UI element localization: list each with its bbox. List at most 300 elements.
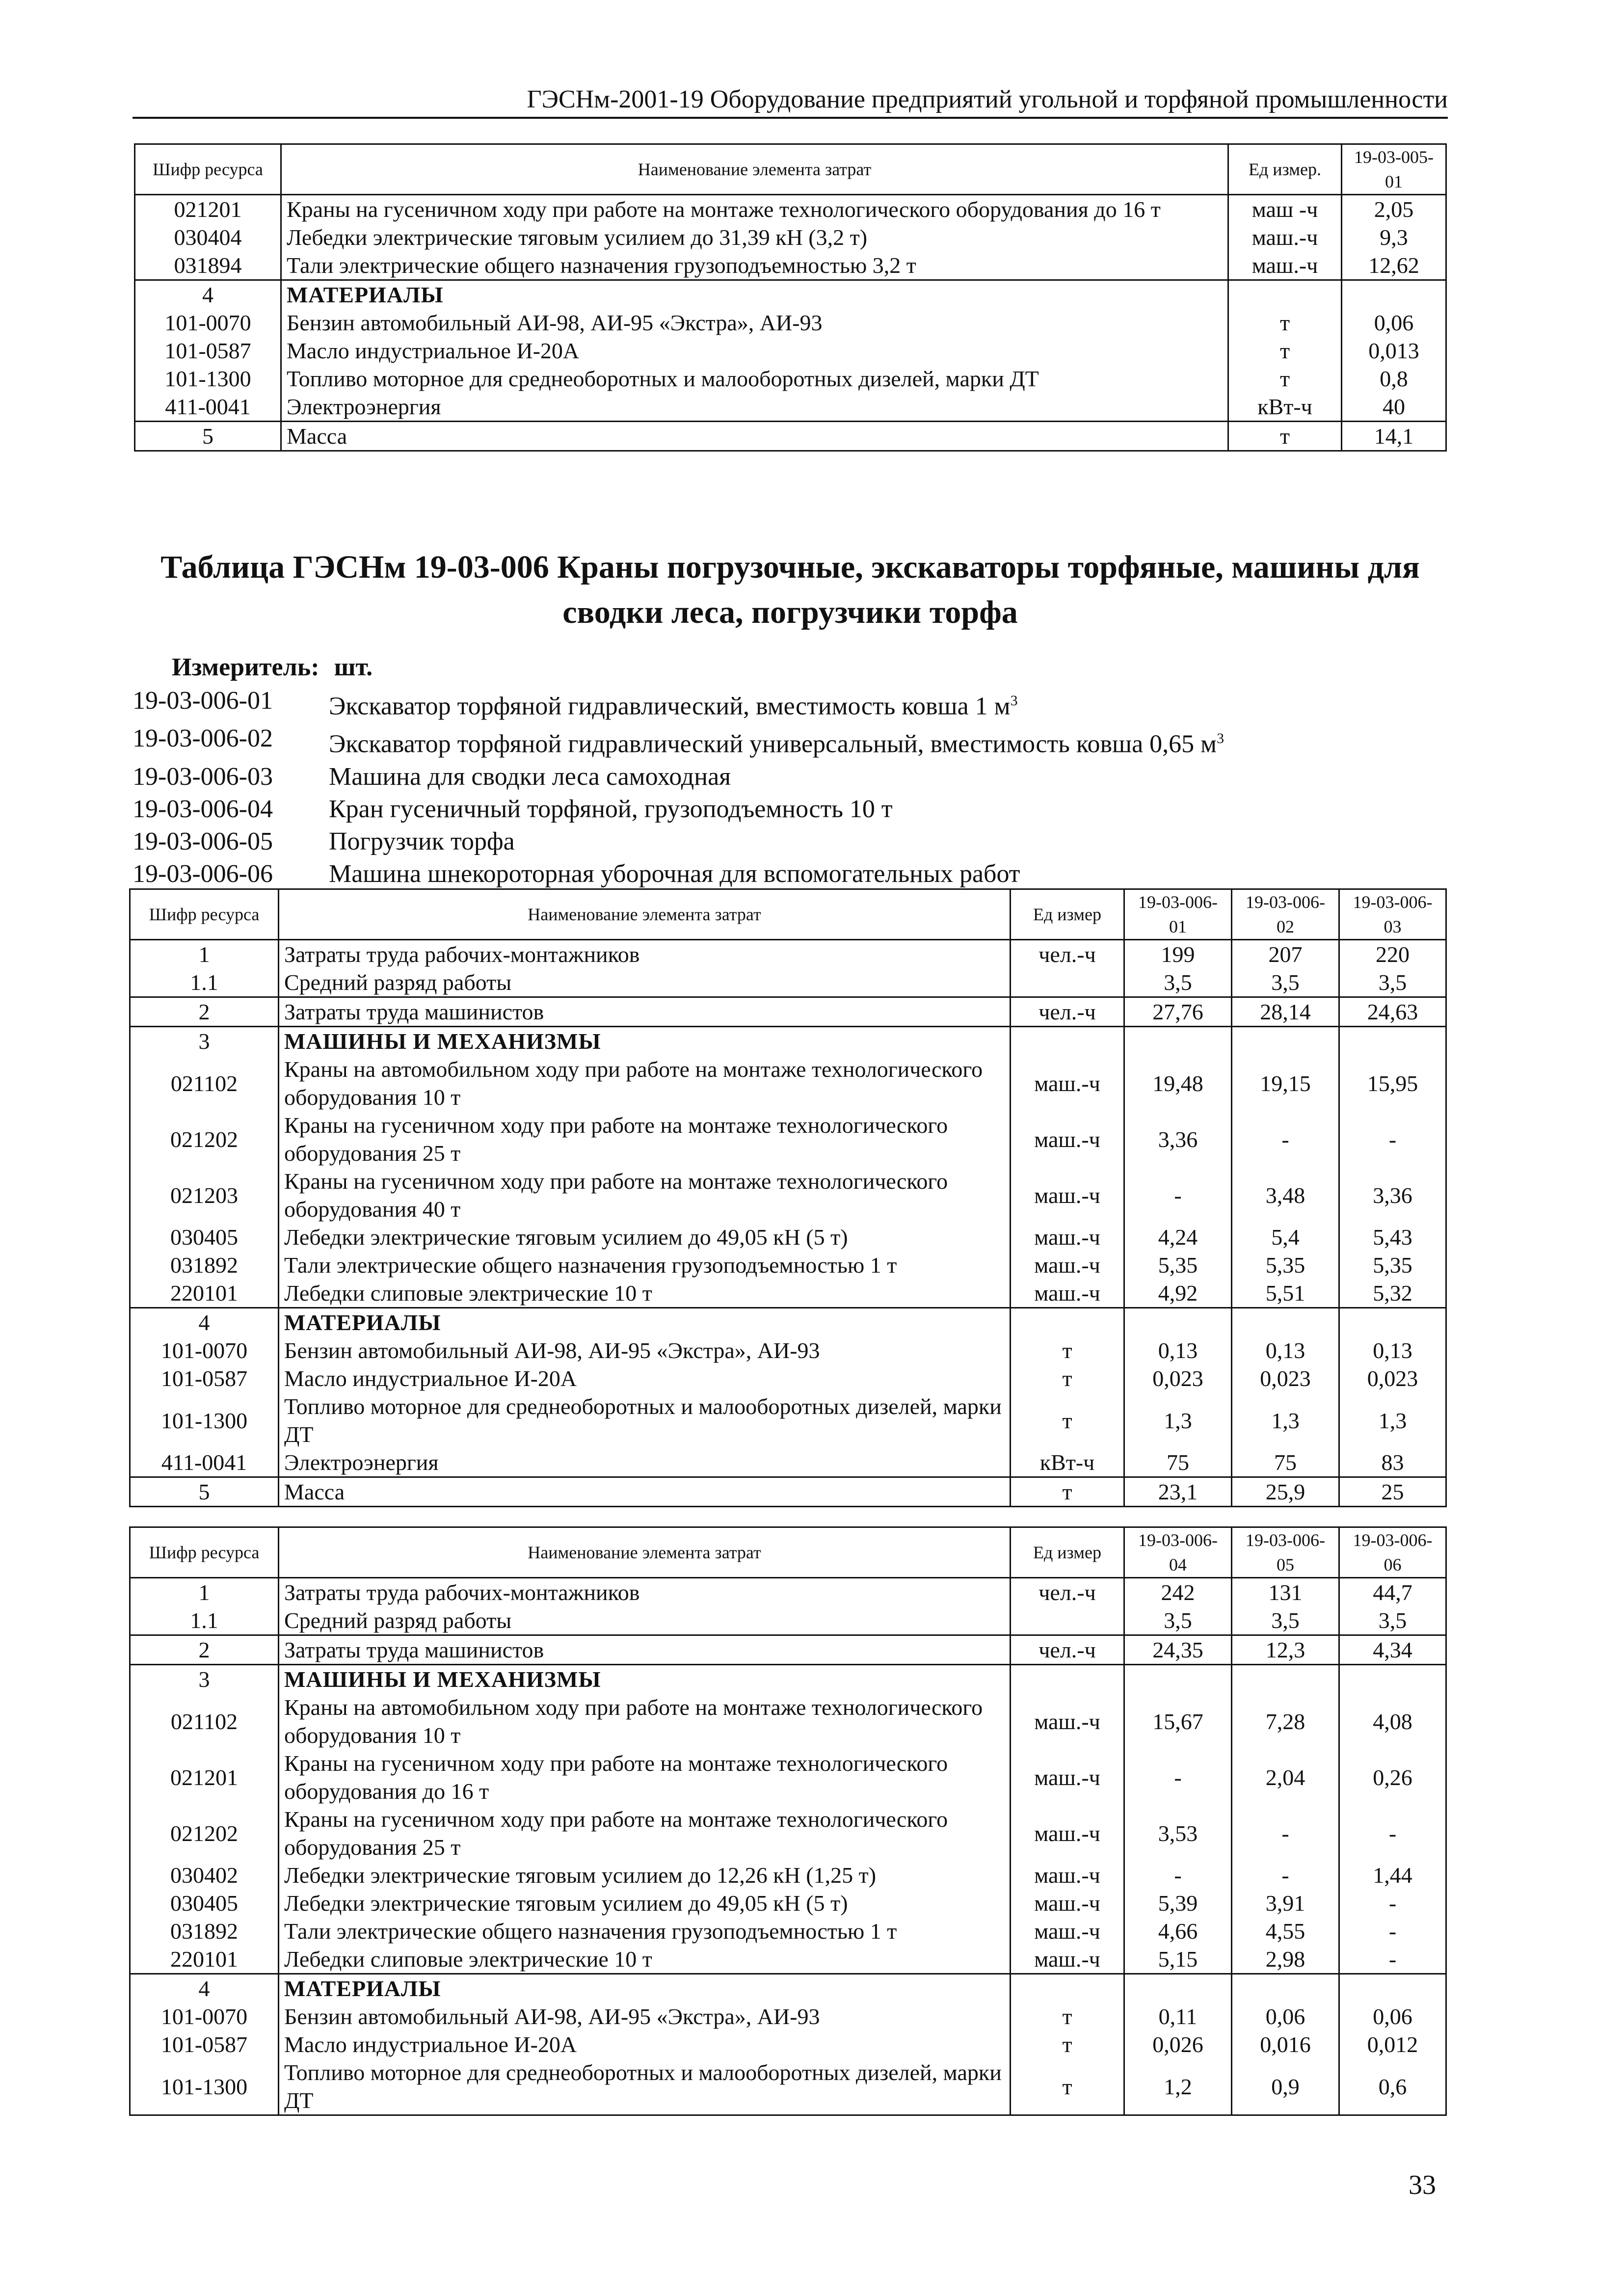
table-row <box>130 1336 1446 1364</box>
table-row <box>135 365 1446 393</box>
row-unit: т <box>1228 337 1342 365</box>
row-value-3: 44,7 <box>1339 1578 1446 1607</box>
row-value-2: 7,28 <box>1232 1693 1339 1749</box>
row-code: 101-0070 <box>130 2002 279 2030</box>
row-value-1: 12,62 <box>1342 251 1446 280</box>
row-name: Затраты труда машинистов <box>279 997 1011 1027</box>
row-name: Тали электрические общего назначения грузоподъемностью 1 т <box>279 1917 1011 1945</box>
table-row <box>130 1861 1446 1889</box>
row-code: 3 <box>130 1665 279 1694</box>
table-row <box>130 1805 1446 1861</box>
table-row <box>130 1974 1446 2003</box>
table-row <box>135 223 1446 251</box>
row-code: 1 <box>130 940 279 969</box>
row-value-1: 3,36 <box>1124 1111 1232 1167</box>
row-value-1: 1,3 <box>1124 1392 1232 1448</box>
row-code: 021201 <box>130 1749 279 1805</box>
row-value-2: 1,3 <box>1232 1392 1339 1448</box>
row-name: Топливо моторное для среднеоборотных и малооборотных дизелей, марки ДТ <box>279 1392 1011 1448</box>
row-value-3: 4,08 <box>1339 1693 1446 1749</box>
section-heading: МАТЕРИАЛЫ <box>279 1974 1011 2003</box>
row-code: 101-1300 <box>130 1392 279 1448</box>
table-title <box>133 545 1448 635</box>
section-heading: МАШИНЫ И МЕХАНИЗМЫ <box>279 1665 1011 1694</box>
row-value-2 <box>1232 1665 1339 1694</box>
row-name: Краны на автомобильном ходу при работе на монтаже технологического оборудования 10 т <box>279 1055 1011 1111</box>
row-unit: маш.-ч <box>1011 1279 1124 1308</box>
table-row <box>130 997 1446 1027</box>
row-name: Лебедки электрические тяговым усилием до 49,05 кН (5 т) <box>279 1223 1011 1251</box>
code-list-item <box>133 826 1224 858</box>
row-code: 4 <box>135 280 281 309</box>
row-value-3: 4,34 <box>1339 1635 1446 1665</box>
row-value-2: 0,13 <box>1232 1336 1339 1364</box>
row-value-2 <box>1232 1027 1339 1056</box>
row-unit <box>1011 1665 1124 1694</box>
code-number: 19-03-006-03 <box>133 762 273 791</box>
row-unit: кВт-ч <box>1228 393 1342 422</box>
code-number: 19-03-006-05 <box>133 827 273 855</box>
row-value-3: 24,63 <box>1339 997 1446 1027</box>
row-name: Топливо моторное для среднеоборотных и малооборотных дизелей, марки ДТ <box>279 2058 1011 2115</box>
row-value-1: 0,013 <box>1342 337 1446 365</box>
row-name: Средний разряд работы <box>279 1606 1011 1635</box>
header-unit: Ед измер <box>1011 1527 1124 1578</box>
code-number: 19-03-006-04 <box>133 795 273 823</box>
row-unit: т <box>1011 2058 1124 2115</box>
table-row <box>130 2002 1446 2030</box>
row-value-3 <box>1339 1974 1446 2003</box>
row-code: 021203 <box>130 1167 279 1223</box>
table-row <box>135 280 1446 309</box>
row-code: 2 <box>130 997 279 1027</box>
row-value-3: 15,95 <box>1339 1055 1446 1111</box>
row-code: 4 <box>130 1974 279 2003</box>
table-row <box>130 1945 1446 1974</box>
table-row <box>130 1606 1446 1635</box>
title-line-2: сводки леса, погрузчики торфа <box>562 594 1018 630</box>
row-value-1: 40 <box>1342 393 1446 422</box>
row-unit: т <box>1011 2030 1124 2058</box>
row-value-1: 3,53 <box>1124 1805 1232 1861</box>
row-value-2: 2,04 <box>1232 1749 1339 1805</box>
code-list-item <box>133 761 1224 793</box>
row-unit: маш.-ч <box>1011 1945 1124 1974</box>
table-row <box>130 1578 1446 1607</box>
row-value-1: 15,67 <box>1124 1693 1232 1749</box>
row-unit: т <box>1011 1392 1124 1448</box>
row-value-2: 131 <box>1232 1578 1339 1607</box>
code-number: 19-03-006-06 <box>133 859 273 888</box>
header-col1: 19-03-006-01 <box>1124 889 1232 940</box>
row-name: Краны на гусеничном ходу при работе на монтаже технологического оборудования 25 т <box>279 1111 1011 1167</box>
table-row <box>135 309 1446 337</box>
row-value-1: 0,8 <box>1342 365 1446 393</box>
row-code: 030405 <box>130 1889 279 1917</box>
row-value-1: 9,3 <box>1342 223 1446 251</box>
header-unit: Ед измер <box>1011 889 1124 940</box>
row-code: 030405 <box>130 1223 279 1251</box>
row-name: Электроэнергия <box>281 393 1228 422</box>
row-unit: чел.-ч <box>1011 997 1124 1027</box>
unit-exponent: 3 <box>1217 730 1225 747</box>
header-col3: 19-03-006-03 <box>1339 889 1446 940</box>
row-value-1: 4,92 <box>1124 1279 1232 1308</box>
row-value-1: 5,15 <box>1124 1945 1232 1974</box>
unit-exponent: 3 <box>1010 693 1018 709</box>
header-unit: Ед измер. <box>1228 144 1342 195</box>
table-row <box>130 1055 1446 1111</box>
row-value-1 <box>1124 1027 1232 1056</box>
code-description <box>329 826 515 858</box>
row-name: Бензин автомобильный АИ-98, АИ-95 «Экстра», АИ-93 <box>279 1336 1011 1364</box>
row-value-2: 3,48 <box>1232 1167 1339 1223</box>
code-text: Машина для сводки леса самоходная <box>329 762 731 791</box>
row-code: 4 <box>130 1308 279 1337</box>
row-code: 031892 <box>130 1251 279 1279</box>
row-unit: чел.-ч <box>1011 940 1124 969</box>
row-name: Затраты труда машинистов <box>279 1635 1011 1665</box>
row-unit: маш.-ч <box>1011 1223 1124 1251</box>
row-value-2: 25,9 <box>1232 1477 1339 1507</box>
row-value-3: - <box>1339 1945 1446 1974</box>
row-value-3: 1,44 <box>1339 1861 1446 1889</box>
row-value-2: 0,9 <box>1232 2058 1339 2115</box>
header-code: Шифр ресурса <box>130 889 279 940</box>
row-value-1 <box>1124 1308 1232 1337</box>
row-value-2: 4,55 <box>1232 1917 1339 1945</box>
code-list-item <box>133 722 1224 760</box>
row-unit: маш.-ч <box>1228 251 1342 280</box>
header-code: Шифр ресурса <box>135 144 281 195</box>
row-code: 5 <box>130 1477 279 1507</box>
code-text: Экскаватор торфяной гидравлический, вместимость ковша 1 м <box>329 692 1011 721</box>
row-value-2: 0,016 <box>1232 2030 1339 2058</box>
row-value-3: 0,012 <box>1339 2030 1446 2058</box>
row-value-1: - <box>1124 1749 1232 1805</box>
table-row <box>130 2058 1446 2115</box>
row-value-3 <box>1339 1308 1446 1337</box>
table-row <box>130 1665 1446 1694</box>
row-code: 411-0041 <box>130 1448 279 1477</box>
table-row <box>130 2030 1446 2058</box>
header-name: Наименование элемента затрат <box>281 144 1228 195</box>
row-unit: т <box>1011 1336 1124 1364</box>
code-list <box>133 685 1224 890</box>
row-value-2: 3,5 <box>1232 1606 1339 1635</box>
row-value-1: 199 <box>1124 940 1232 969</box>
row-value-2: 5,4 <box>1232 1223 1339 1251</box>
table-row <box>130 1392 1446 1448</box>
row-value-2: 28,14 <box>1232 997 1339 1027</box>
row-code: 411-0041 <box>135 393 281 422</box>
table-body <box>130 940 1446 1507</box>
table-row <box>130 1251 1446 1279</box>
row-value-2: 12,3 <box>1232 1635 1339 1665</box>
row-value-1: 27,76 <box>1124 997 1232 1027</box>
row-value-3: 3,36 <box>1339 1167 1446 1223</box>
code-description <box>329 685 1018 722</box>
row-name: Бензин автомобильный АИ-98, АИ-95 «Экстра», АИ-93 <box>281 309 1228 337</box>
row-code: 1.1 <box>130 968 279 997</box>
row-value-1 <box>1124 1974 1232 2003</box>
row-name: Средний разряд работы <box>279 968 1011 997</box>
row-value-1: 0,11 <box>1124 2002 1232 2030</box>
row-value-3 <box>1339 1665 1446 1694</box>
row-value-3: - <box>1339 1805 1446 1861</box>
row-code: 030404 <box>135 223 281 251</box>
row-code: 021202 <box>130 1805 279 1861</box>
row-unit: т <box>1011 2002 1124 2030</box>
table-row <box>130 1364 1446 1392</box>
table-body <box>130 1578 1446 2115</box>
row-value-2 <box>1232 1308 1339 1337</box>
row-value-3: 0,06 <box>1339 2002 1446 2030</box>
table-row <box>130 1693 1446 1749</box>
row-code: 101-0587 <box>130 2030 279 2058</box>
row-code: 101-0587 <box>135 337 281 365</box>
row-unit: маш.-ч <box>1228 223 1342 251</box>
row-value-1: 0,13 <box>1124 1336 1232 1364</box>
row-unit <box>1228 280 1342 309</box>
code-text: Экскаватор торфяной гидравлический универсальный, вместимость ковша 0,65 м <box>329 730 1217 758</box>
row-unit: кВт-ч <box>1011 1448 1124 1477</box>
row-unit: чел.-ч <box>1011 1635 1124 1665</box>
row-unit <box>1011 968 1124 997</box>
row-value-3: 25 <box>1339 1477 1446 1507</box>
row-value-3: - <box>1339 1889 1446 1917</box>
header-name: Наименование элемента затрат <box>279 889 1011 940</box>
row-name: Масса <box>281 422 1228 451</box>
row-code: 031894 <box>135 251 281 280</box>
code-number: 19-03-006-01 <box>133 687 273 715</box>
table-header-row <box>135 144 1446 195</box>
row-value-3: 3,5 <box>1339 968 1446 997</box>
row-value-3: 0,6 <box>1339 2058 1446 2115</box>
row-code: 1.1 <box>130 1606 279 1635</box>
row-value-2: - <box>1232 1111 1339 1167</box>
table-header-row <box>130 1527 1446 1578</box>
row-value-1: 4,24 <box>1124 1223 1232 1251</box>
row-value-1: 2,05 <box>1342 195 1446 224</box>
row-value-1: 242 <box>1124 1578 1232 1607</box>
table-row <box>130 1635 1446 1665</box>
header-col2: 19-03-006-05 <box>1232 1527 1339 1578</box>
row-unit: маш.-ч <box>1011 1055 1124 1111</box>
row-value-2: 3,91 <box>1232 1889 1339 1917</box>
table-body <box>135 195 1446 451</box>
row-value-2: 0,023 <box>1232 1364 1339 1392</box>
row-unit: маш.-ч <box>1011 1167 1124 1223</box>
row-name: Лебедки электрические тяговым усилием до 31,39 кН (3,2 т) <box>281 223 1228 251</box>
meter-label: Измеритель: <box>172 653 319 681</box>
row-value-3: 5,35 <box>1339 1251 1446 1279</box>
row-code: 220101 <box>130 1279 279 1308</box>
row-value-1: 5,35 <box>1124 1251 1232 1279</box>
row-name: Масло индустриальное И-20А <box>281 337 1228 365</box>
row-value-2: - <box>1232 1805 1339 1861</box>
row-name: Лебедки слиповые электрические 10 т <box>279 1945 1011 1974</box>
title-line-1: Таблица ГЭСНм 19-03-006 Краны погрузочные, экскаваторы торфяные, машины для <box>160 549 1420 585</box>
row-value-3: 0,26 <box>1339 1749 1446 1805</box>
row-value-2: 19,15 <box>1232 1055 1339 1111</box>
row-value-1: 14,1 <box>1342 422 1446 451</box>
row-value-1: 5,39 <box>1124 1889 1232 1917</box>
row-code: 101-1300 <box>130 2058 279 2115</box>
table-row <box>130 1917 1446 1945</box>
row-unit <box>1011 1606 1124 1635</box>
page-header: ГЭСНм-2001-19 Оборудование предприятий угольной и торфяной промышленности <box>133 82 1448 119</box>
row-value-1: - <box>1124 1167 1232 1223</box>
row-name: Топливо моторное для среднеоборотных и малооборотных дизелей, марки ДТ <box>281 365 1228 393</box>
page-number: 33 <box>1409 2170 1436 2200</box>
row-unit: маш.-ч <box>1011 1749 1124 1805</box>
table-row <box>135 195 1446 224</box>
code-description <box>329 858 1020 890</box>
code-description <box>329 722 1224 760</box>
row-code: 031892 <box>130 1917 279 1945</box>
row-name: Тали электрические общего назначения грузоподъемностью 3,2 т <box>281 251 1228 280</box>
row-unit: маш.-ч <box>1011 1861 1124 1889</box>
row-code: 021102 <box>130 1055 279 1111</box>
row-name: Лебедки электрические тяговым усилием до 12,26 кН (1,25 т) <box>279 1861 1011 1889</box>
resource-table-005 <box>134 143 1447 452</box>
row-unit <box>1011 1027 1124 1056</box>
row-value-1: 75 <box>1124 1448 1232 1477</box>
table-row <box>135 337 1446 365</box>
row-value-1: 23,1 <box>1124 1477 1232 1507</box>
code-text: Машина шнекороторная уборочная для вспомогательных работ <box>329 859 1020 888</box>
row-unit: маш -ч <box>1228 195 1342 224</box>
row-value-2: 5,51 <box>1232 1279 1339 1308</box>
row-unit <box>1011 1308 1124 1337</box>
row-name: Масло индустриальное И-20А <box>279 1364 1011 1392</box>
row-code: 101-0070 <box>135 309 281 337</box>
header-name: Наименование элемента затрат <box>279 1527 1011 1578</box>
table-header-row <box>130 889 1446 940</box>
row-value-1: 0,026 <box>1124 2030 1232 2058</box>
row-value-2: 3,5 <box>1232 968 1339 997</box>
row-name: Затраты труда рабочих-монтажников <box>279 940 1011 969</box>
code-list-item <box>133 793 1224 826</box>
row-value-3 <box>1339 1027 1446 1056</box>
row-unit: маш.-ч <box>1011 1805 1124 1861</box>
row-code: 030402 <box>130 1861 279 1889</box>
section-heading: МАТЕРИАЛЫ <box>279 1308 1011 1337</box>
row-value-3: 220 <box>1339 940 1446 969</box>
row-unit: маш.-ч <box>1011 1889 1124 1917</box>
row-value-2: - <box>1232 1861 1339 1889</box>
row-value-2: 2,98 <box>1232 1945 1339 1974</box>
row-unit: т <box>1011 1364 1124 1392</box>
row-code: 021201 <box>135 195 281 224</box>
row-value-1 <box>1124 1665 1232 1694</box>
row-code: 3 <box>130 1027 279 1056</box>
table-row <box>130 1889 1446 1917</box>
row-name: Краны на гусеничном ходу при работе на монтаже технологического оборудования до 16 т <box>281 195 1228 224</box>
table-row <box>130 1448 1446 1477</box>
resource-table-006-a <box>129 888 1447 1507</box>
row-name: Краны на гусеничном ходу при работе на монтаже технологического оборудования 25 т <box>279 1805 1011 1861</box>
row-value-2: 75 <box>1232 1448 1339 1477</box>
code-number: 19-03-006-02 <box>133 724 273 753</box>
row-code: 101-1300 <box>135 365 281 393</box>
row-name: Электроэнергия <box>279 1448 1011 1477</box>
header-code: Шифр ресурса <box>130 1527 279 1578</box>
header-col1: 19-03-006-04 <box>1124 1527 1232 1578</box>
table-row <box>130 1749 1446 1805</box>
row-value-1: 24,35 <box>1124 1635 1232 1665</box>
row-unit: маш.-ч <box>1011 1111 1124 1167</box>
row-value-1: 1,2 <box>1124 2058 1232 2115</box>
row-unit: т <box>1228 422 1342 451</box>
row-unit: чел.-ч <box>1011 1578 1124 1607</box>
row-value-1: 4,66 <box>1124 1917 1232 1945</box>
section-heading: МАТЕРИАЛЫ <box>281 280 1228 309</box>
row-name: Масса <box>279 1477 1011 1507</box>
row-value-1: 0,06 <box>1342 309 1446 337</box>
code-list-item <box>133 858 1224 890</box>
row-name: Лебедки слиповые электрические 10 т <box>279 1279 1011 1308</box>
row-value-2: 207 <box>1232 940 1339 969</box>
table-row <box>135 422 1446 451</box>
table-row <box>130 1223 1446 1251</box>
row-unit: маш.-ч <box>1011 1251 1124 1279</box>
row-code: 021102 <box>130 1693 279 1749</box>
row-unit: т <box>1011 1477 1124 1507</box>
resource-table-006-b <box>129 1526 1447 2116</box>
table-row <box>130 1308 1446 1337</box>
row-value-3: 5,43 <box>1339 1223 1446 1251</box>
row-code: 101-0070 <box>130 1336 279 1364</box>
row-value-3: 1,3 <box>1339 1392 1446 1448</box>
table-row <box>130 1111 1446 1167</box>
row-unit <box>1011 1974 1124 2003</box>
table-row <box>130 1477 1446 1507</box>
code-description <box>329 793 893 826</box>
code-text: Кран гусеничный торфяной, грузоподъемность 10 т <box>329 795 893 823</box>
row-name: Лебедки электрические тяговым усилием до 49,05 кН (5 т) <box>279 1889 1011 1917</box>
table-row <box>130 1027 1446 1056</box>
row-code: 2 <box>130 1635 279 1665</box>
table-row <box>130 940 1446 969</box>
row-name: Краны на гусеничном ходу при работе на монтаже технологического оборудования до 16 т <box>279 1749 1011 1805</box>
row-name: Затраты труда рабочих-монтажников <box>279 1578 1011 1607</box>
table-row <box>130 968 1446 997</box>
row-value-3: - <box>1339 1111 1446 1167</box>
row-value-3: 5,32 <box>1339 1279 1446 1308</box>
row-value-1 <box>1342 280 1446 309</box>
table-row <box>135 251 1446 280</box>
row-name: Масло индустриальное И-20А <box>279 2030 1011 2058</box>
code-description <box>329 761 731 793</box>
row-name: Краны на автомобильном ходу при работе на монтаже технологического оборудования 10 т <box>279 1693 1011 1749</box>
row-code: 220101 <box>130 1945 279 1974</box>
row-unit: маш.-ч <box>1011 1693 1124 1749</box>
row-unit: маш.-ч <box>1011 1917 1124 1945</box>
table-row <box>130 1167 1446 1223</box>
row-name: Бензин автомобильный АИ-98, АИ-95 «Экстра», АИ-93 <box>279 2002 1011 2030</box>
row-unit: т <box>1228 365 1342 393</box>
row-code: 021202 <box>130 1111 279 1167</box>
row-unit: т <box>1228 309 1342 337</box>
row-value-1: - <box>1124 1861 1232 1889</box>
row-code: 1 <box>130 1578 279 1607</box>
meter-unit: шт. <box>334 653 373 681</box>
table-row <box>135 393 1446 422</box>
table-row <box>130 1279 1446 1308</box>
row-value-2: 5,35 <box>1232 1251 1339 1279</box>
